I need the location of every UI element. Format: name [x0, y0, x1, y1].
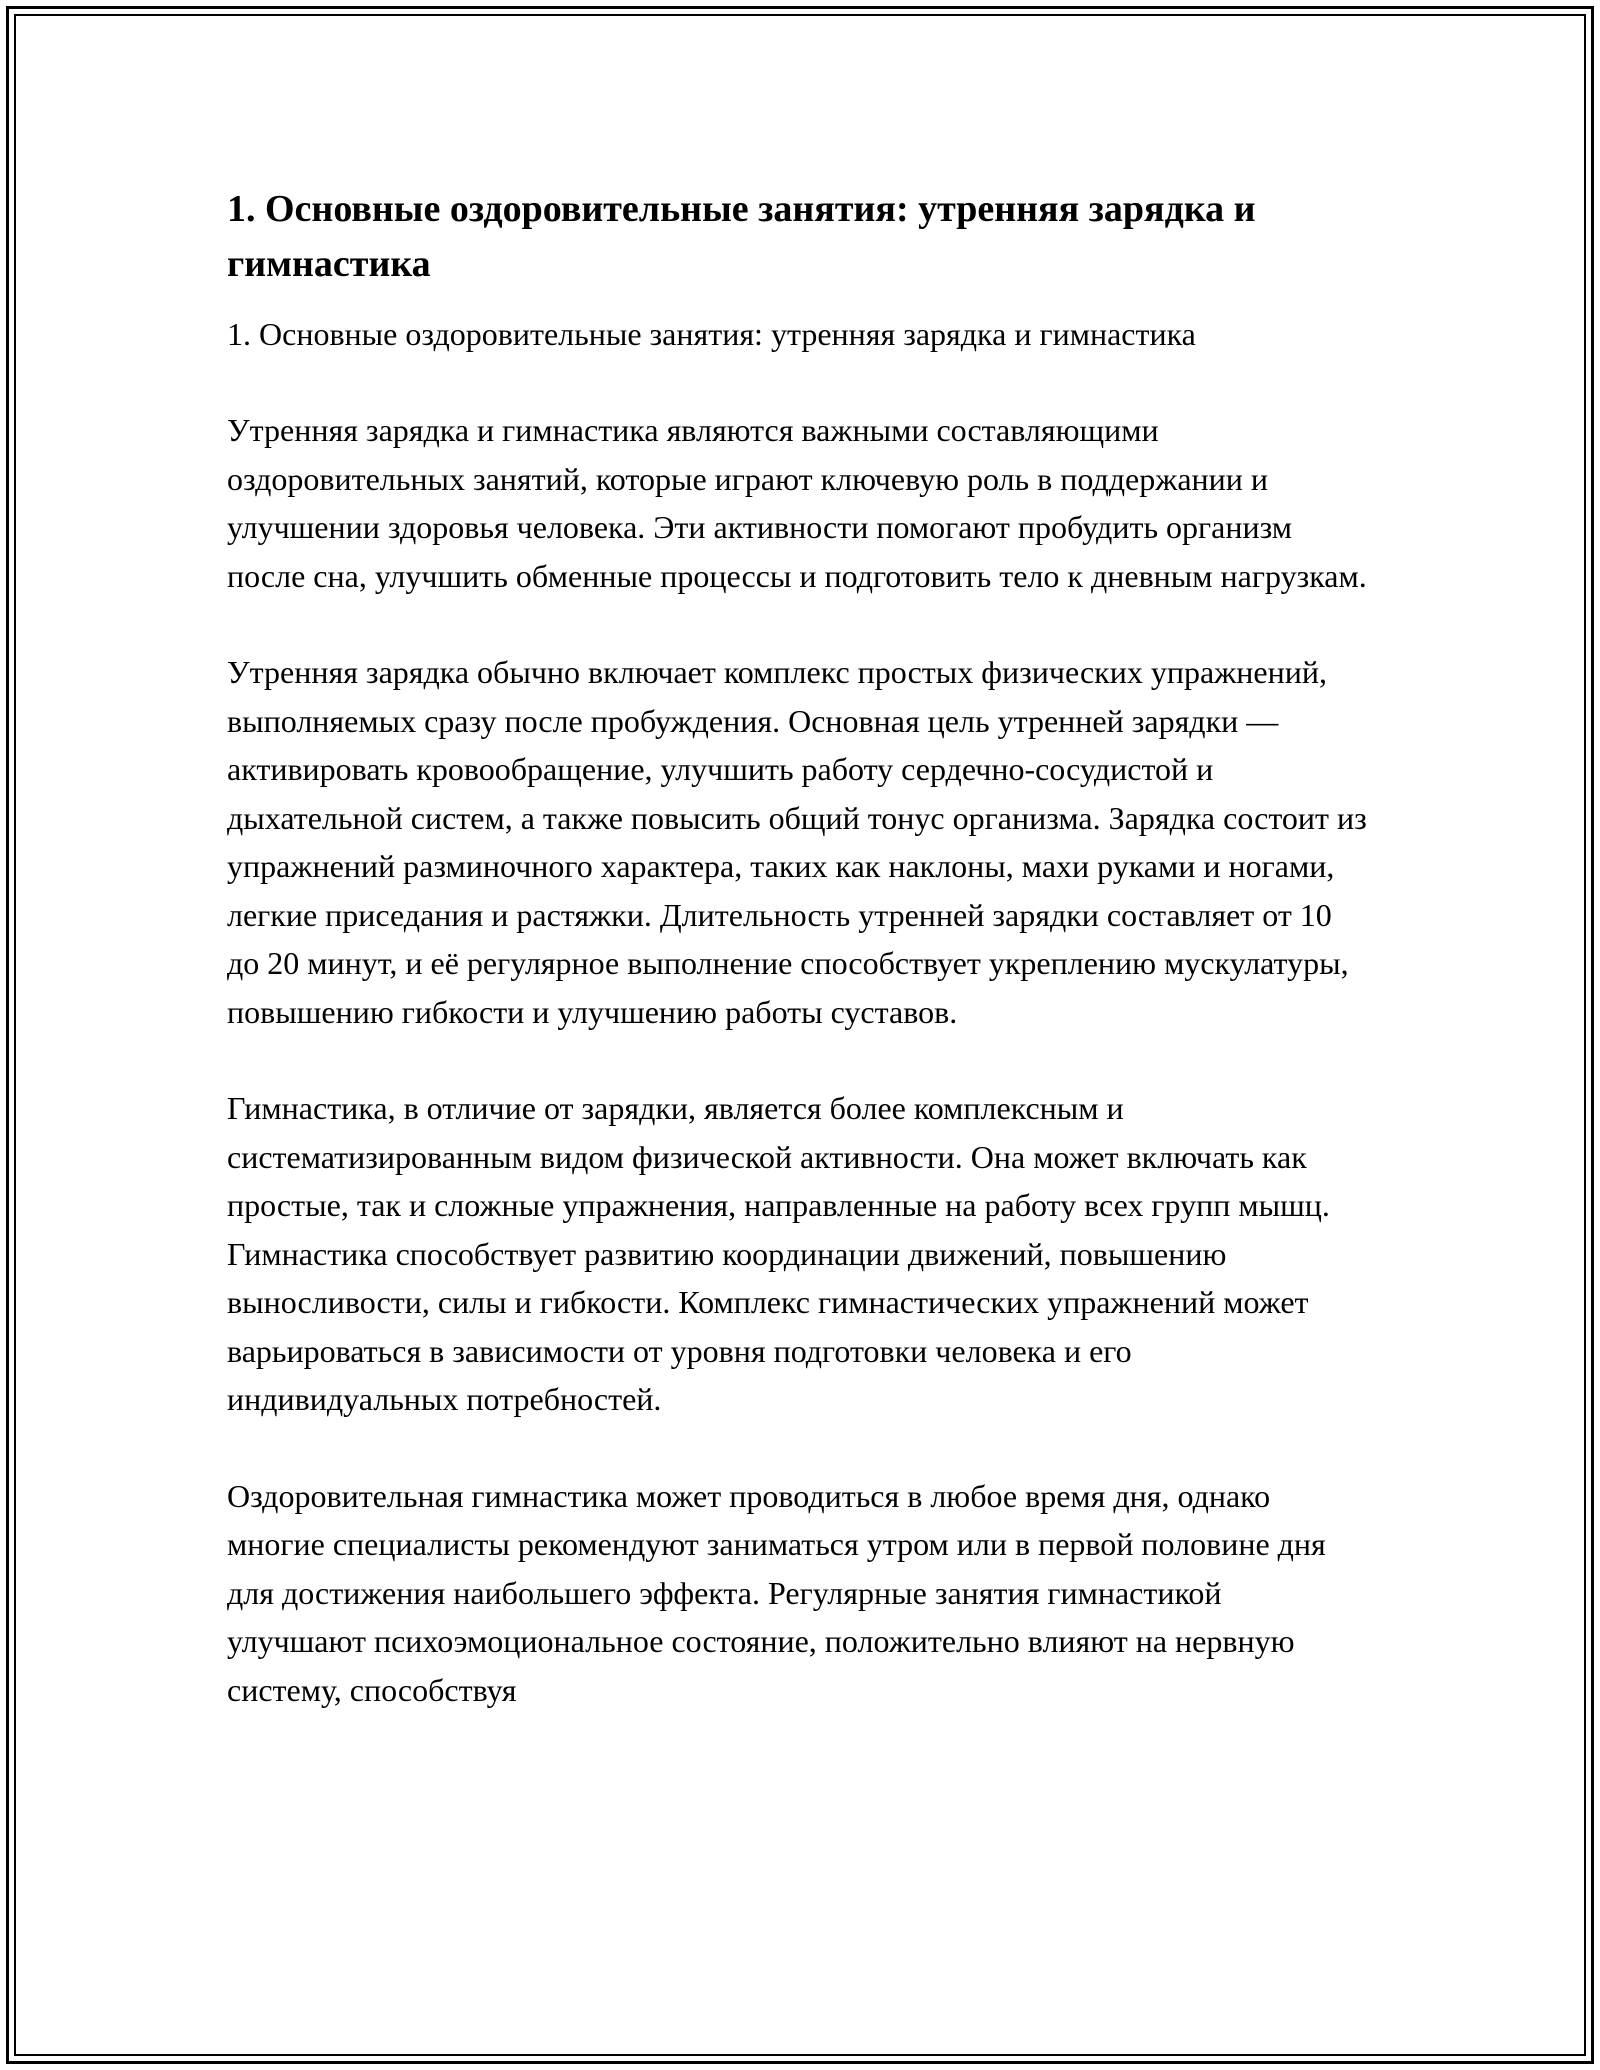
document-body [227, 182, 1367, 1762]
paragraph-2: Утренняя зарядка обычно включает комплекс простых физических упражнений, выполняемых сразу после пробуждения. Основная цель утренней зарядки — активировать кровообращение, улучшить работу сердечно-сосудистой и дыхательной систем, а также повысить общий тонус организма. Зарядка состоит из упражнений разминочного характера, таких как наклоны, махи руками и ногами, легкие приседания и растяжки. Длительность утренней зарядки составляет от 10 до 20 минут, и её регулярное выполнение способствует укреплению мускулатуры, повышению гибкости и улучшению работы суставов. [227, 654, 1367, 1030]
paragraph-4: Оздоровительная гимнастика может проводиться в любое время дня, однако многие специалисты рекомендуют заниматься утром или в первой половине дня для достижения наибольшего эффекта. Регулярные занятия гимнастикой улучшают психоэмоциональное состояние, положительно влияют на нервную систему, способствуя [227, 1477, 1326, 1708]
document-title: 1. Основные оздоровительные занятия: утренняя зарядка и гимнастика [227, 188, 1256, 285]
paragraph-3: Гимнастика, в отличие от зарядки, является более комплексным и систематизированным видом физической активности. Она может включать как простые, так и сложные упражнения, направленные на работу всех групп мышц. Гимнастика способствует развитию координации движений, повышению выносливости, силы и гибкости. Комплекс гимнастических упражнений может варьироваться в зависимости от уровня подготовки человека и его индивидуальных потребностей. [227, 1090, 1330, 1417]
document-subtitle: 1. Основные оздоровительные занятия: утренняя зарядка и гимнастика [227, 316, 1196, 352]
paragraph-1: Утренняя зарядка и гимнастика являются важными составляющими оздоровительных занятий, которые играют ключевую роль в поддержании и улучшении здоровья человека. Эти активности помогают пробудить организм после сна, улучшить обменные процессы и подготовить тело к дневным нагрузкам. [227, 412, 1367, 594]
